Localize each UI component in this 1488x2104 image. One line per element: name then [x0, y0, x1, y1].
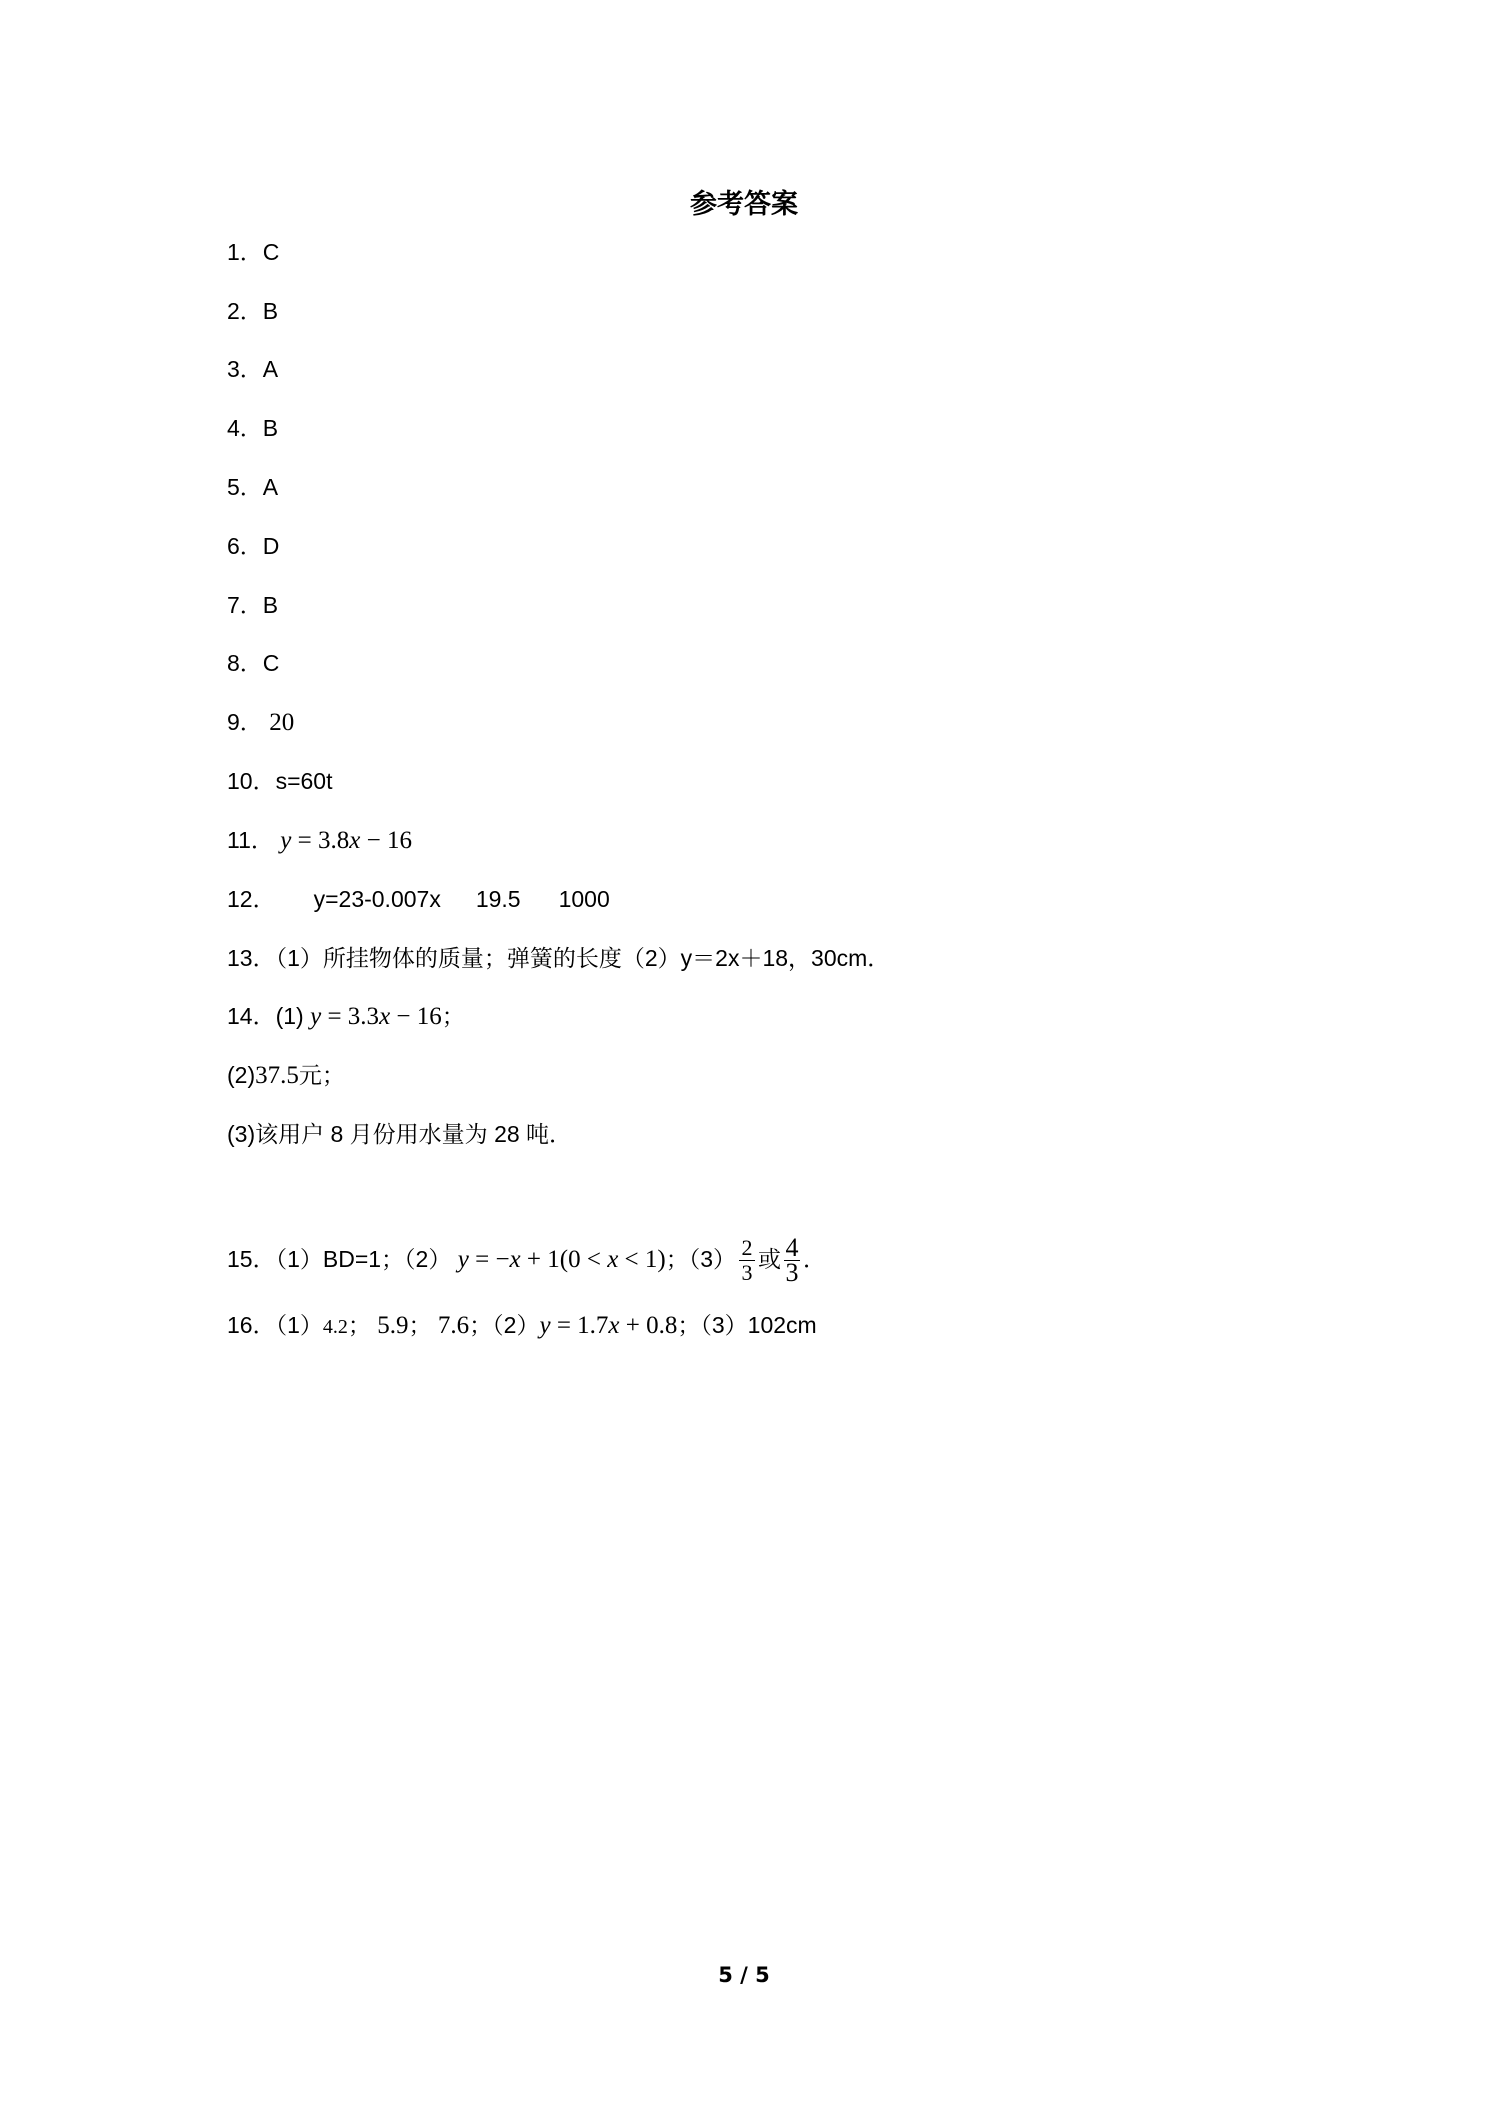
- page-number: 5 / 5: [718, 1963, 770, 1987]
- answer-12: [227, 884, 610, 914]
- answer-14-part2: (2)37.5元；: [227, 1062, 345, 1089]
- answer-12-number: 12．: [227, 886, 276, 912]
- answer-10: 10．s=60t: [227, 768, 333, 794]
- answer-15-formula: y = −x + 1(0 < x < 1): [457, 1246, 666, 1273]
- answer-11: [227, 825, 412, 856]
- answer-14-part1: 14．(1) y = 3.3x − 16；: [227, 1003, 465, 1030]
- answer-5: 5．A: [227, 474, 279, 500]
- answer-16: 16．（1）4.2； 5.9； 7.6；（2）y = 1.7x + 0.8；（3）102cm: [227, 1312, 817, 1339]
- answer-6: 6．D: [227, 533, 280, 559]
- answer-15: 15．（1）BD=1；（2） y = −x + 1(0 < x < 1)；（3） $\frac{2}{3}$ 或 $\frac{4}{3}$ ．: [227, 1233, 827, 1288]
- answer-16-formula: y = 1.7x + 0.8: [539, 1312, 678, 1339]
- answer-11-formula: y = 3.8x − 16: [280, 827, 412, 854]
- answer-14-part3: (3)该用户 8 月份用水量为 28 吨．: [227, 1121, 573, 1147]
- answer-2: 2．B: [227, 298, 279, 324]
- fraction-four-thirds: $\frac{4}{3}$: [785, 1233, 799, 1288]
- answer-13: 13．（1）所挂物体的质量；弹簧的长度（2）y＝2x＋18，30cm．: [227, 945, 891, 971]
- answer-7: 7．B: [227, 592, 279, 618]
- page-title: 参考答案: [690, 189, 798, 220]
- answer-9-number: 9．: [227, 709, 263, 735]
- answer-14-amount: 37.5: [255, 1062, 299, 1089]
- answer-9-value: 20: [269, 709, 295, 736]
- answer-12-part1: y=23-0.007x: [313, 886, 441, 912]
- answer-11-number: 11．: [227, 827, 274, 853]
- answer-9: [227, 707, 294, 738]
- answer-12-part2: 19.5: [475, 886, 521, 912]
- answer-8: 8．C: [227, 650, 280, 676]
- answer-3: 3．A: [227, 356, 279, 382]
- answer-14-formula: y = 3.3x − 16: [310, 1003, 442, 1030]
- answer-4: 4．B: [227, 415, 279, 441]
- fraction-two-thirds: $\frac{2}{3}$: [739, 1236, 755, 1285]
- answer-12-part3: 1000: [558, 886, 610, 912]
- answer-1: 1．C: [227, 239, 280, 265]
- answer-14-number: 14．(1): [227, 1003, 304, 1029]
